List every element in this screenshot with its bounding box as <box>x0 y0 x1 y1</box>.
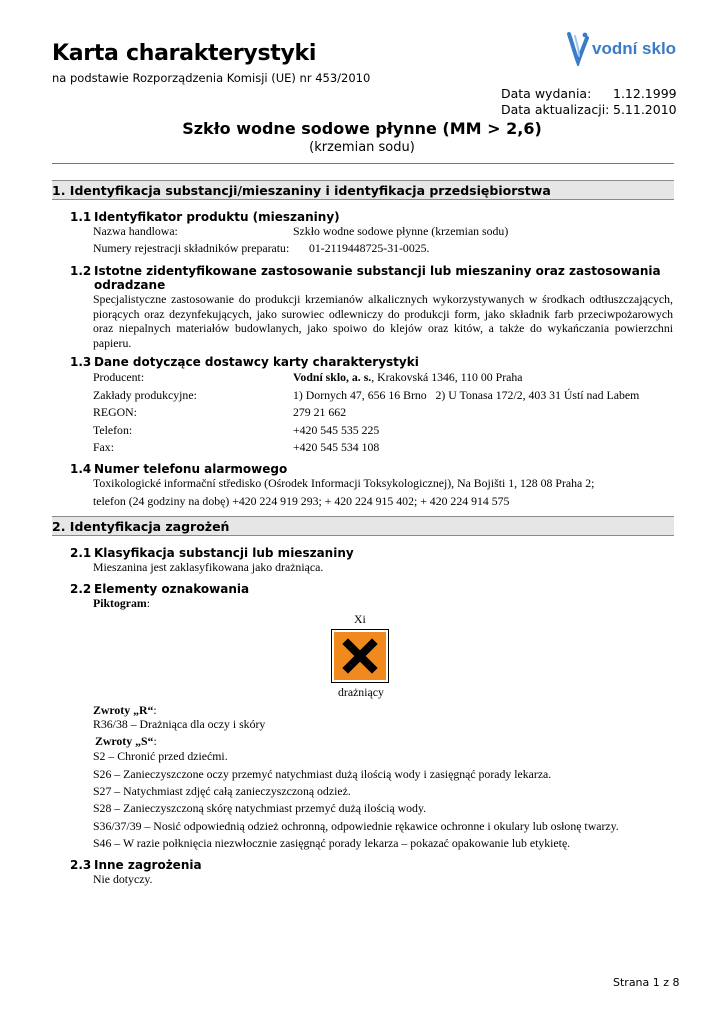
issue-date-label: Data wydania: <box>501 86 592 101</box>
subsection-number: 1.1 <box>70 210 92 224</box>
phone-label: Telefon: <box>93 423 133 437</box>
emergency-line-1: Toxikologické informační středisko (Ośrodek Informacji Toksykologicznej), Na Bojišti 1, 128 08 Praha 2; <box>93 476 595 490</box>
subsection-number: 2.1 <box>70 546 92 560</box>
s-phrase: S27 – Natychmiast zdjęć całą zanieczyszczoną odzież. <box>93 784 351 798</box>
irritant-x-icon <box>334 632 386 680</box>
producer-address: , Krakovská 1346, 110 00 Praha <box>371 370 523 384</box>
subsection-1-1-heading <box>70 210 340 224</box>
producer-value <box>293 370 523 385</box>
regon-label: REGON: <box>93 405 137 419</box>
subsection-2-1-heading <box>70 546 354 560</box>
subsection-title: Istotne zidentyfikowane zastosowanie substancji lub mieszaniny oraz zastosowania <box>94 264 661 278</box>
subsection-number: 1.2 <box>70 264 92 278</box>
s-phrase: S36/37/39 – Nosić odpowiednią odzież ochronną, odpowiednie rękawice ochronne i okulary lub osłonę twarzy. <box>93 819 619 833</box>
s-phrases-label: Zwroty „S“: <box>95 734 157 748</box>
subsection-number: 1.4 <box>70 462 92 476</box>
document-title: Karta charakterystyki <box>52 41 317 66</box>
subsection-2-2-heading <box>70 582 249 596</box>
plants-label: Zakłady produkcyjne: <box>93 388 197 402</box>
header-divider <box>52 163 674 164</box>
update-date-value: 5.11.2010 <box>613 101 677 117</box>
fax-label: Fax: <box>93 440 114 454</box>
plants-value: 1) Dornych 47, 656 16 Brno 2) U Tonasa 172/2, 403 31 Ústí nad Labem <box>293 388 640 402</box>
section-2-heading: 2. Identyfikacja zagrożeń <box>52 516 674 536</box>
document-subtitle: na podstawie Rozporządzenia Komisji (UE) nr 453/2010 <box>52 71 371 85</box>
trade-name-label: Nazwa handlowa: <box>93 224 178 238</box>
emergency-line-2: telefon (24 godziny na dobę) +420 224 919 293; + 420 224 915 402; + 420 224 914 575 <box>93 494 510 508</box>
s-phrase: S28 – Zanieczyszczoną skórę natychmiast przemyć dużą ilością wody. <box>93 801 427 815</box>
dates-block <box>501 86 677 117</box>
pictogram-caption: drażniący <box>338 685 384 699</box>
registration-value: 01-2119448725-31-0025. <box>309 241 430 255</box>
subsection-title: Dane dotyczące dostawcy karty charakterystyki <box>94 355 419 369</box>
other-hazards-text: Nie dotyczy. <box>93 872 153 886</box>
page-number: Strana 1 z 8 <box>613 976 680 989</box>
subsection-1-4-heading <box>70 462 287 476</box>
subsection-2-3-heading <box>70 858 202 872</box>
subsection-1-3-heading <box>70 355 419 369</box>
r-phrases-label: Zwroty „R“: <box>93 703 157 717</box>
s-phrase: S2 – Chronić przed dziećmi. <box>93 749 228 763</box>
pictogram-code: Xi <box>354 612 366 626</box>
s-phrase: S26 – Zanieczyszczone oczy przemyć natychmiast dużą ilością wody i zasięgnąć porady lekarza. <box>93 767 552 781</box>
regon-value: 279 21 662 <box>293 405 347 419</box>
fax-value: +420 545 534 108 <box>293 440 380 454</box>
phone-value: +420 545 535 225 <box>293 423 380 437</box>
r-phrase: R36/38 – Drażniąca dla oczy i skóry <box>93 717 266 731</box>
uses-paragraph: Specjalistyczne zastosowanie do produkcji krzemianów alkalicznych wykorzystywanych w środkach odtłuszczających, piorących oraz dezynfekujących, jako surowiec odlewniczy do produkcji form, jako składnik farb przeciwpożarowych oraz niepalnych materiałów budowlanych, jako spoiwo do klejów oraz kitów, a także do wykańczania powierzchni papieru. <box>93 292 673 350</box>
product-subtitle: (krzemian sodu) <box>309 140 415 155</box>
logo-text: vodní sklo <box>592 39 677 58</box>
vodni-sklo-logo <box>565 30 677 66</box>
subsection-title: Klasyfikacja substancji lub mieszaniny <box>94 546 354 560</box>
producer-label: Producent: <box>93 370 145 384</box>
subsection-title: Identyfikator produktu (mieszaniny) <box>94 210 340 224</box>
pictogram-label: Piktogram: <box>93 596 151 610</box>
s-phrase: S46 – W razie połknięcia niezwłocznie zasięgnąć porady lekarza – pokazać opakowanie lub etykietę. <box>93 836 571 850</box>
classification-text: Mieszanina jest zaklasyfikowana jako drażniąca. <box>93 560 324 574</box>
subsection-number: 2.2 <box>70 582 92 596</box>
subsection-1-2-heading <box>70 264 661 278</box>
subsection-number: 1.3 <box>70 355 92 369</box>
registration-label: Numery rejestracji składników preparatu: <box>93 241 290 255</box>
subsection-number: 2.3 <box>70 858 92 872</box>
section-1-heading: 1. Identyfikacja substancji/mieszaniny i identyfikacja przedsiębiorstwa <box>52 180 674 200</box>
logo-icon <box>565 30 677 66</box>
subsection-title: Numer telefonu alarmowego <box>94 462 288 476</box>
issue-date-value: 1.12.1999 <box>613 86 677 101</box>
update-date-label: Data aktualizacji: <box>501 101 610 117</box>
pictogram <box>331 629 389 683</box>
subsection-title: Inne zagrożenia <box>94 858 202 872</box>
trade-name-value: Szkło wodne sodowe płynne (krzemian sodu) <box>293 224 509 238</box>
subsection-1-2-heading-cont: odradzane <box>94 278 166 292</box>
subsection-title: Elementy oznakowania <box>94 582 250 596</box>
product-name: Szkło wodne sodowe płynne (MM > 2,6) <box>182 119 542 138</box>
producer-name: Vodní sklo, a. s. <box>293 370 372 384</box>
